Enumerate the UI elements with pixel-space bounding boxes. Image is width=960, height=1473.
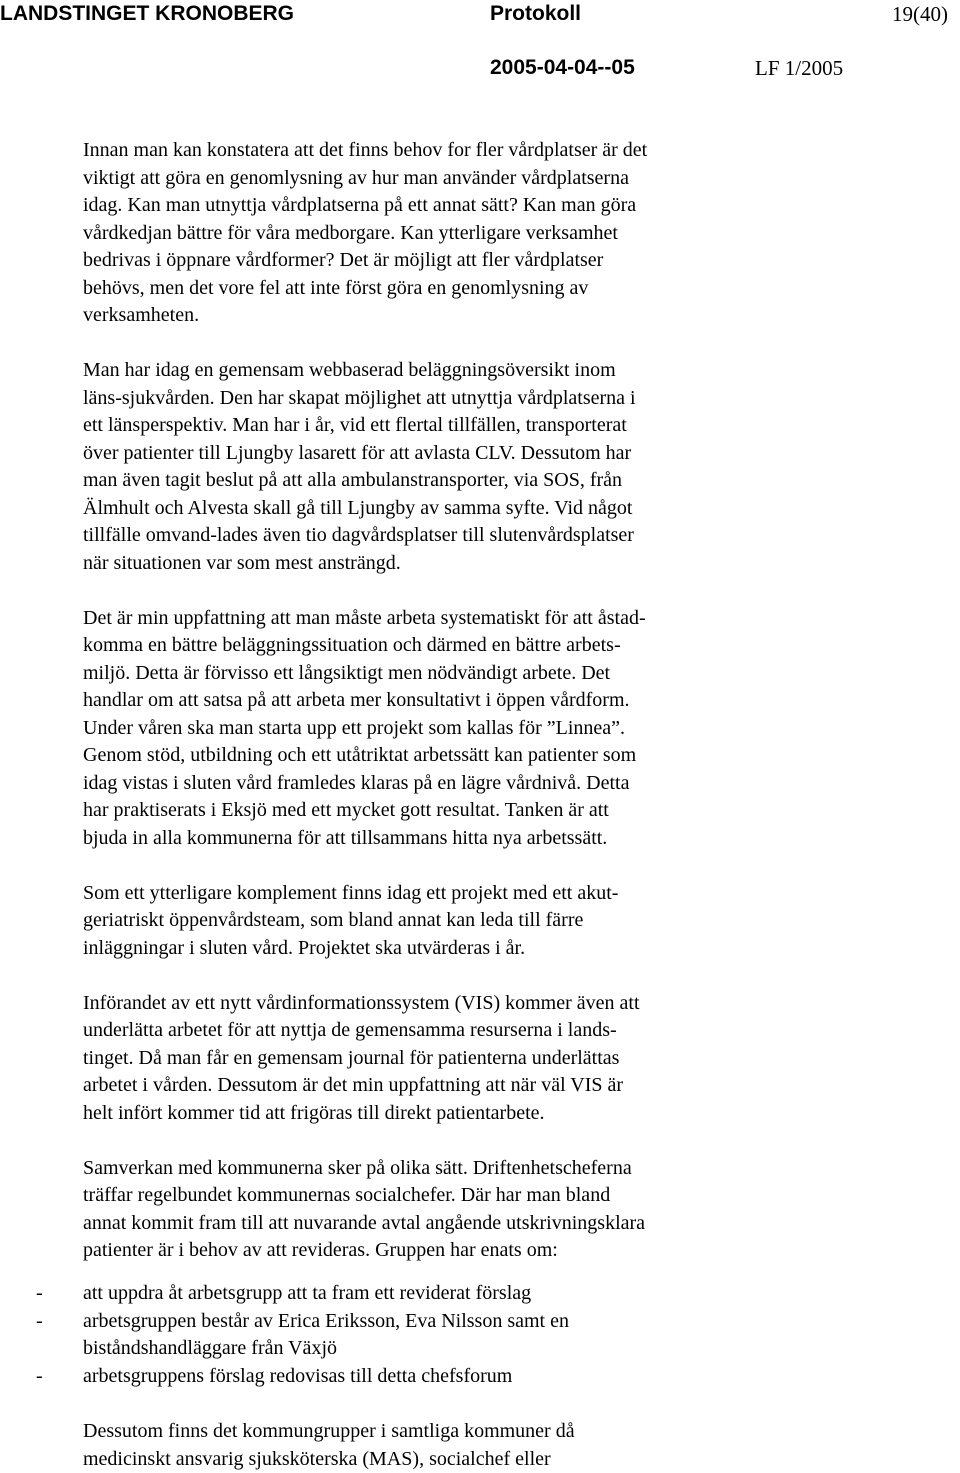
text-line: Samverkan med kommunerna sker på olika sätt. Driftenhetscheferna	[83, 1155, 783, 1183]
text-line: geriatriskt öppenvårdsteam, som bland annat kan leda till färre	[83, 907, 783, 935]
text-line: tillfälle omvand-lades även tio dagvårdsplatser till slutenvårdsplatser	[83, 522, 783, 550]
paragraph	[83, 990, 783, 1128]
paragraph	[83, 137, 783, 330]
decision-list	[0, 1280, 960, 1390]
text-line: patienter är i behov av att revideras. Gruppen har enats om:	[83, 1237, 783, 1265]
text-line: handlar om att satsa på att arbeta mer konsultativt i öppen vårdform.	[83, 687, 783, 715]
text-line: Innan man kan konstatera att det finns behov for fler vårdplatser är det	[83, 137, 783, 165]
text-line: inläggningar i sluten vård. Projektet ska utvärderas i år.	[83, 935, 783, 963]
paragraph	[83, 880, 783, 963]
closing-paragraph	[83, 1418, 783, 1473]
page-number: 19(40)	[892, 0, 948, 28]
document-body	[83, 137, 783, 1292]
list-item-line: arbetsgruppens förslag redovisas till detta chefsforum	[83, 1363, 960, 1391]
text-line: idag vistas i sluten vård framledes klaras på en lägre vårdnivå. Detta	[83, 770, 783, 798]
text-line: helt infört kommer tid att frigöras till direkt patientarbete.	[83, 1100, 783, 1128]
text-line: bjuda in alla kommunerna för att tillsammans hitta nya arbetssätt.	[83, 825, 783, 853]
list-dash: -	[36, 1363, 43, 1391]
text-line: bedrivas i öppnare vårdformer? Det är möjligt att fler vårdplatser	[83, 247, 783, 275]
text-line: medicinskt ansvarig sjuksköterska (MAS), socialchef eller	[83, 1446, 783, 1473]
text-line: Under våren ska man starta upp ett projekt som kallas för ”Linnea”.	[83, 715, 783, 743]
list-dash: -	[36, 1308, 43, 1336]
text-line: komma en bättre beläggningssituation och därmed en bättre arbets-	[83, 632, 783, 660]
document-type: Protokoll	[490, 0, 581, 28]
text-line: Det är min uppfattning att man måste arbeta systematiskt för att åstad-	[83, 605, 783, 633]
text-line: läns-sjukvården. Den har skapat möjlighet att utnyttja vårdplatserna i	[83, 385, 783, 413]
text-line: ett länsperspektiv. Man har i år, vid ett flertal tillfällen, transporterat	[83, 412, 783, 440]
text-line: över patienter till Ljungby lasarett för att avlasta CLV. Dessutom har	[83, 440, 783, 468]
text-line: Genom stöd, utbildning och ett utåtriktat arbetssätt kan patienter som	[83, 742, 783, 770]
text-line: tinget. Då man får en gemensam journal för patienterna underlättas	[83, 1045, 783, 1073]
text-line: när situationen var som mest ansträngd.	[83, 550, 783, 578]
list-item	[0, 1363, 960, 1391]
page-header	[0, 0, 960, 90]
text-line: Man har idag en gemensam webbaserad beläggningsöversikt inom	[83, 357, 783, 385]
text-line: träffar regelbundet kommunernas socialchefer. Där har man bland	[83, 1182, 783, 1210]
text-line: man även tagit beslut på att alla ambulanstransporter, via SOS, från	[83, 467, 783, 495]
paragraph	[83, 1155, 783, 1265]
list-item	[0, 1280, 960, 1308]
organization-name: LANDSTINGET KRONOBERG	[0, 0, 294, 28]
list-item-line: att uppdra åt arbetsgrupp att ta fram ett reviderat förslag	[83, 1280, 960, 1308]
list-item-line: arbetsgruppen består av Erica Eriksson, Eva Nilsson samt en	[83, 1308, 960, 1336]
text-line: miljö. Detta är förvisso ett långsiktigt men nödvändigt arbete. Det	[83, 660, 783, 688]
text-line: Införandet av ett nytt vårdinformationssystem (VIS) kommer även att	[83, 990, 783, 1018]
text-line: har praktiserats i Eksjö med ett mycket gott resultat. Tanken är att	[83, 797, 783, 825]
text-line: Älmhult och Alvesta skall gå till Ljungby av samma syfte. Vid något	[83, 495, 783, 523]
meeting-date: 2005-04-04--05	[490, 54, 635, 82]
text-line: Som ett ytterligare komplement finns idag ett projekt med ett akut-	[83, 880, 783, 908]
paragraph	[83, 605, 783, 853]
list-item	[0, 1308, 960, 1363]
list-item-line: biståndshandläggare från Växjö	[83, 1335, 960, 1363]
text-line: verksamheten.	[83, 302, 783, 330]
paragraph	[83, 357, 783, 577]
text-line: behövs, men det vore fel att inte först göra en genomlysning av	[83, 275, 783, 303]
text-line: annat kommit fram till att nuvarande avtal angående utskrivningsklara	[83, 1210, 783, 1238]
text-line: Dessutom finns det kommungrupper i samtliga kommuner då	[83, 1418, 783, 1446]
document-reference: LF 1/2005	[755, 54, 843, 82]
text-line: vårdkedjan bättre för våra medborgare. Kan ytterligare verksamhet	[83, 220, 783, 248]
text-line: viktigt att göra en genomlysning av hur man använder vårdplatserna	[83, 165, 783, 193]
text-line: underlätta arbetet för att nyttja de gemensamma resurserna i lands-	[83, 1017, 783, 1045]
text-line: idag. Kan man utnyttja vårdplatserna på ett annat sätt? Kan man göra	[83, 192, 783, 220]
text-line: arbetet i vården. Dessutom är det min uppfattning att när väl VIS är	[83, 1072, 783, 1100]
list-dash: -	[36, 1280, 43, 1308]
